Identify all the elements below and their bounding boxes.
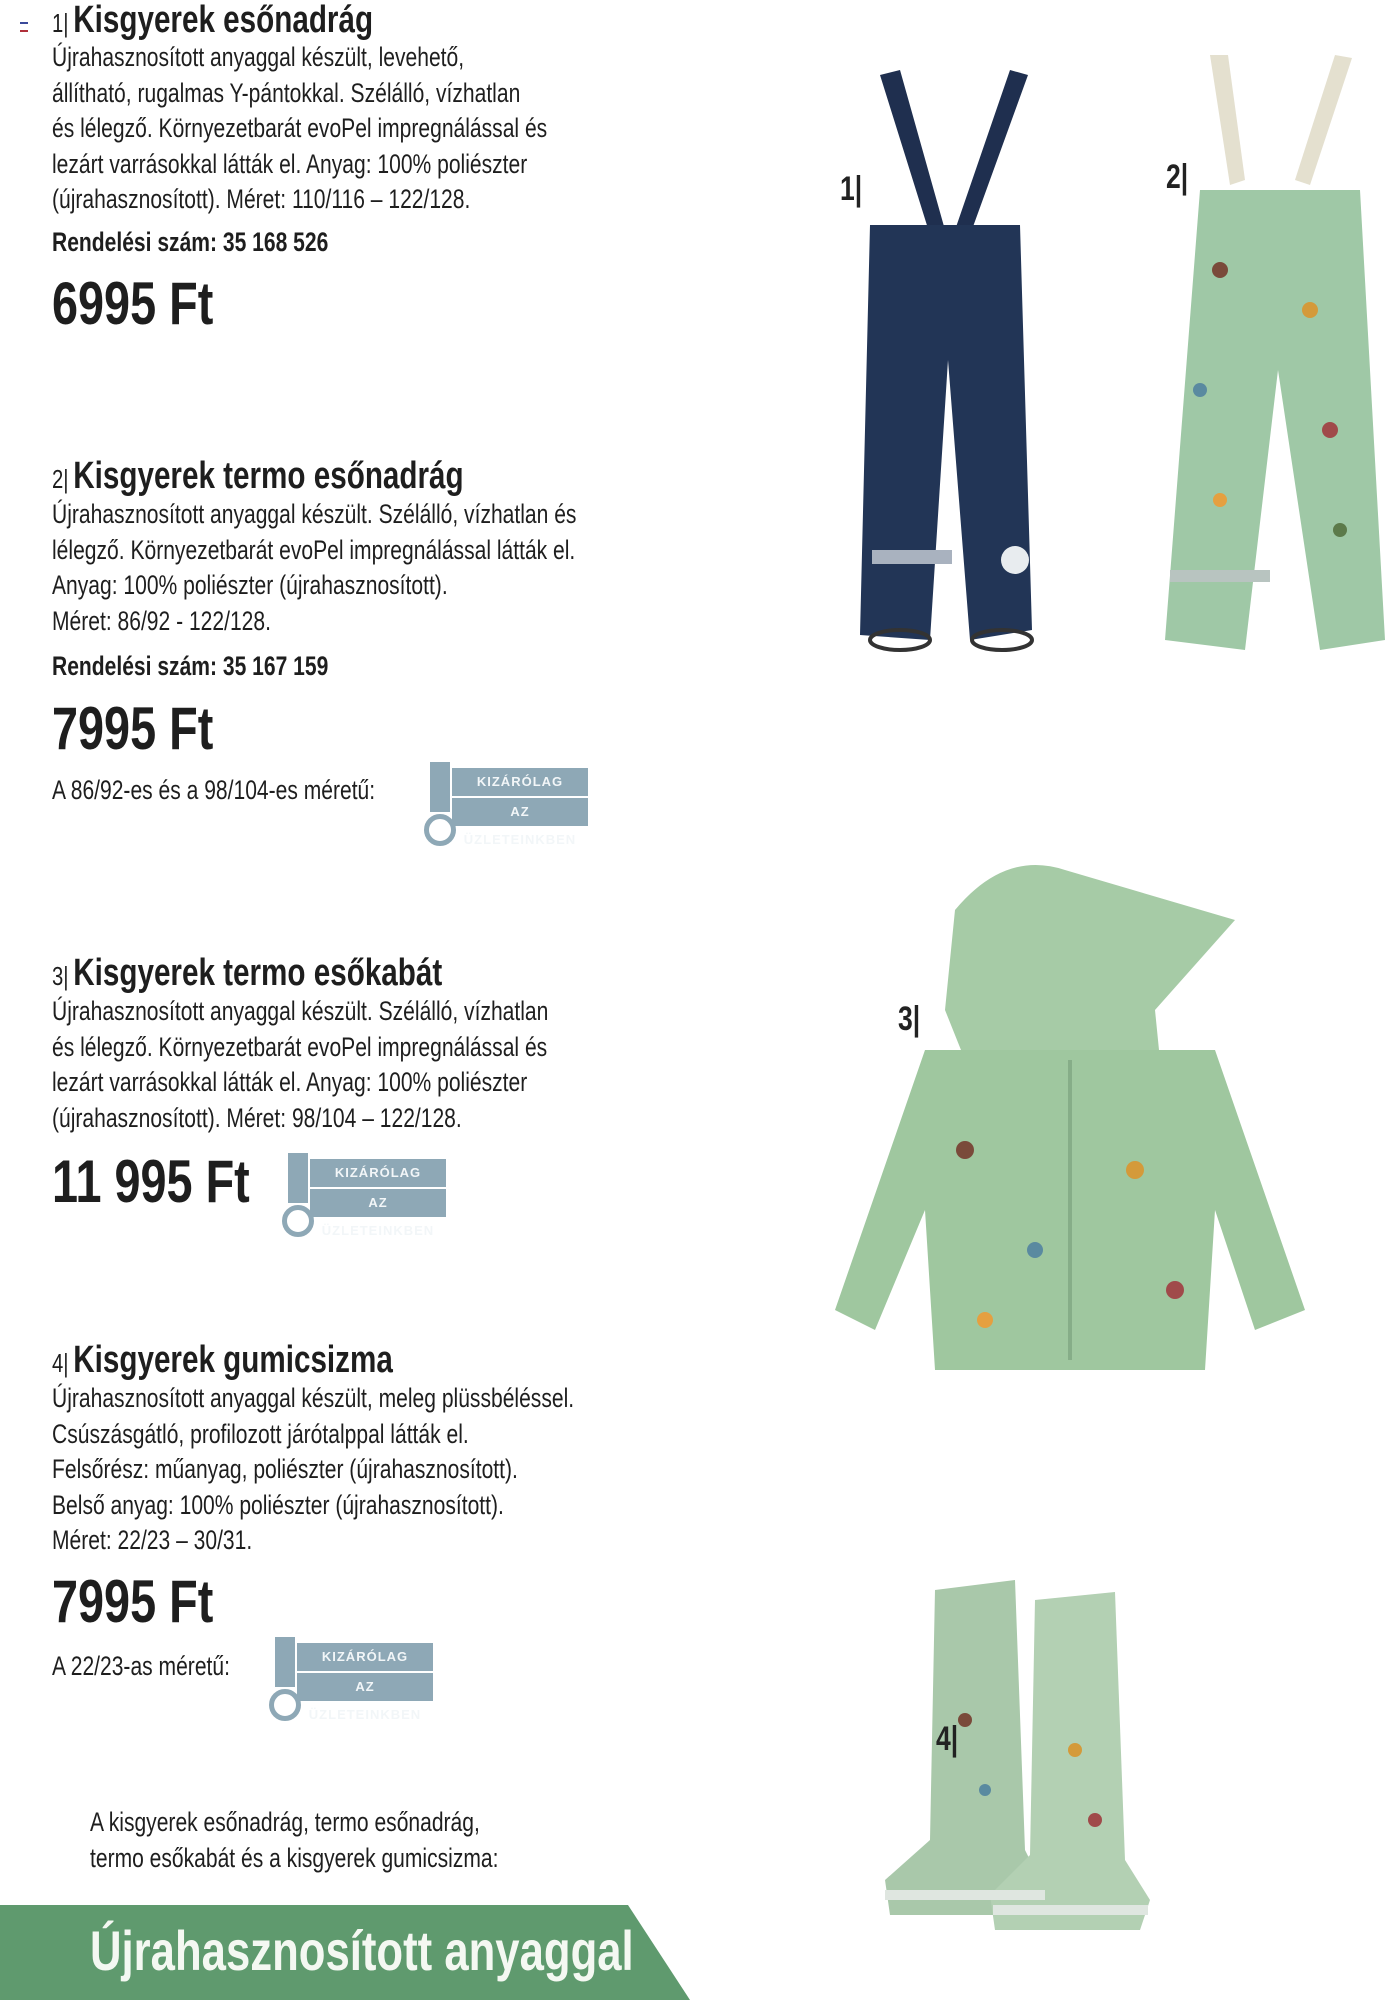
desc-line: Újrahasznosított anyaggal készült, meleg plüssbéléssel. (52, 1383, 575, 1413)
product-3-price: 11 995 Ft (52, 1148, 250, 1215)
image-label-1: 1| (840, 170, 863, 208)
store-only-badge (416, 762, 588, 847)
desc-line: Újrahasznosított anyaggal készült, levehető, (52, 42, 465, 72)
product-1-description (52, 40, 547, 218)
product-4-price: 7995 Ft (52, 1568, 214, 1635)
footer-line: A kisgyerek esőnadrág, termo esőnadrág, (90, 1807, 480, 1837)
badge-line-2: AZ ÜZLETEINKBEN (452, 798, 588, 826)
desc-line: (újrahasznosított). Méret: 110/116 – 122/128. (52, 184, 471, 214)
product-title-text: Kisgyerek termo esőkabát (73, 952, 443, 994)
page-marker-icon (20, 22, 28, 32)
product-number: 3| (52, 961, 69, 991)
product-title-text: Kisgyerek termo esőnadrág (73, 455, 464, 497)
green-rain-boots-image (875, 1570, 1225, 1940)
product-number: 2| (52, 464, 69, 494)
product-2-size-note: A 86/92-es és a 98/104-es méretű: (52, 775, 376, 805)
product-3-description (52, 994, 548, 1136)
desc-line: Felsőrész: műanyag, poliészter (újrahasznosított). (52, 1454, 518, 1484)
navy-rain-pants-image (820, 60, 1070, 700)
product-1-order-number: Rendelési szám: 35 168 526 (52, 227, 329, 257)
product-2-description (52, 497, 576, 639)
badge-line-1: KIZÁRÓLAG (452, 768, 588, 796)
green-thermo-rain-pants-image (1160, 50, 1385, 700)
banner-text: Újrahasznosított anyaggal (90, 1919, 634, 1982)
desc-line: állítható, rugalmas Y-pántokkal. Szélálló, vízhatlan (52, 77, 521, 108)
product-2-title (52, 456, 464, 499)
product-number: 4| (52, 1348, 69, 1378)
store-only-badge (261, 1637, 433, 1722)
footer-line: termo esőkabát és a kisgyerek gumicsizma: (90, 1842, 499, 1873)
desc-line: lezárt varrásokkal látták el. Anyag: 100% poliészter (52, 148, 528, 179)
product-number: 1| (52, 8, 69, 38)
product-1-price: 6995 Ft (52, 270, 214, 337)
product-2-order-number: Rendelési szám: 35 167 159 (52, 651, 329, 681)
footer-note (90, 1805, 499, 1876)
desc-line: Belső anyag: 100% poliészter (újrahasznosított). (52, 1489, 504, 1520)
badge-line-2: AZ ÜZLETEINKBEN (297, 1673, 433, 1701)
exclamation-icon (288, 1153, 308, 1203)
desc-line: lélegző. Környezetbarát evoPel impregnálással látták el. (52, 534, 576, 565)
product-1-title (52, 0, 373, 43)
exclamation-icon (430, 762, 450, 812)
badge-line-2: AZ ÜZLETEINKBEN (310, 1189, 446, 1217)
desc-line: Újrahasznosított anyaggal készült. Szélálló, vízhatlan és (52, 499, 577, 529)
image-label-3: 3| (898, 1000, 921, 1038)
product-4-description (52, 1381, 574, 1559)
product-4-title (52, 1340, 393, 1383)
desc-line: Méret: 22/23 – 30/31. (52, 1525, 253, 1555)
desc-line: Csúszásgátló, profilozott járótalppal látták el. (52, 1418, 469, 1449)
desc-line: és lélegző. Környezetbarát evoPel impregnálással és (52, 1031, 548, 1062)
product-4-size-note: A 22/23-as méretű: (52, 1651, 230, 1681)
product-3-title (52, 953, 442, 996)
desc-line: és lélegző. Környezetbarát evoPel impregnálással és (52, 113, 548, 143)
image-label-4: 4| (936, 1720, 959, 1758)
product-2-price: 7995 Ft (52, 695, 214, 762)
product-title-text: Kisgyerek esőnadrág (73, 0, 374, 41)
desc-line: lezárt varrásokkal látták el. Anyag: 100% poliészter (52, 1067, 528, 1097)
desc-line: Anyag: 100% poliészter (újrahasznosított). (52, 570, 448, 600)
exclamation-icon (275, 1637, 295, 1687)
product-title-text: Kisgyerek gumicsizma (73, 1339, 393, 1381)
desc-line: Méret: 86/92 - 122/128. (52, 605, 271, 636)
image-label-2: 2| (1166, 158, 1189, 196)
desc-line: (újrahasznosított). Méret: 98/104 – 122/128. (52, 1102, 462, 1133)
badge-line-1: KIZÁRÓLAG (310, 1159, 446, 1187)
badge-line-1: KIZÁRÓLAG (297, 1643, 433, 1671)
desc-line: Újrahasznosított anyaggal készült. Szélálló, vízhatlan (52, 996, 549, 1026)
store-only-badge (274, 1153, 446, 1238)
green-thermo-rain-jacket-image (835, 850, 1315, 1380)
